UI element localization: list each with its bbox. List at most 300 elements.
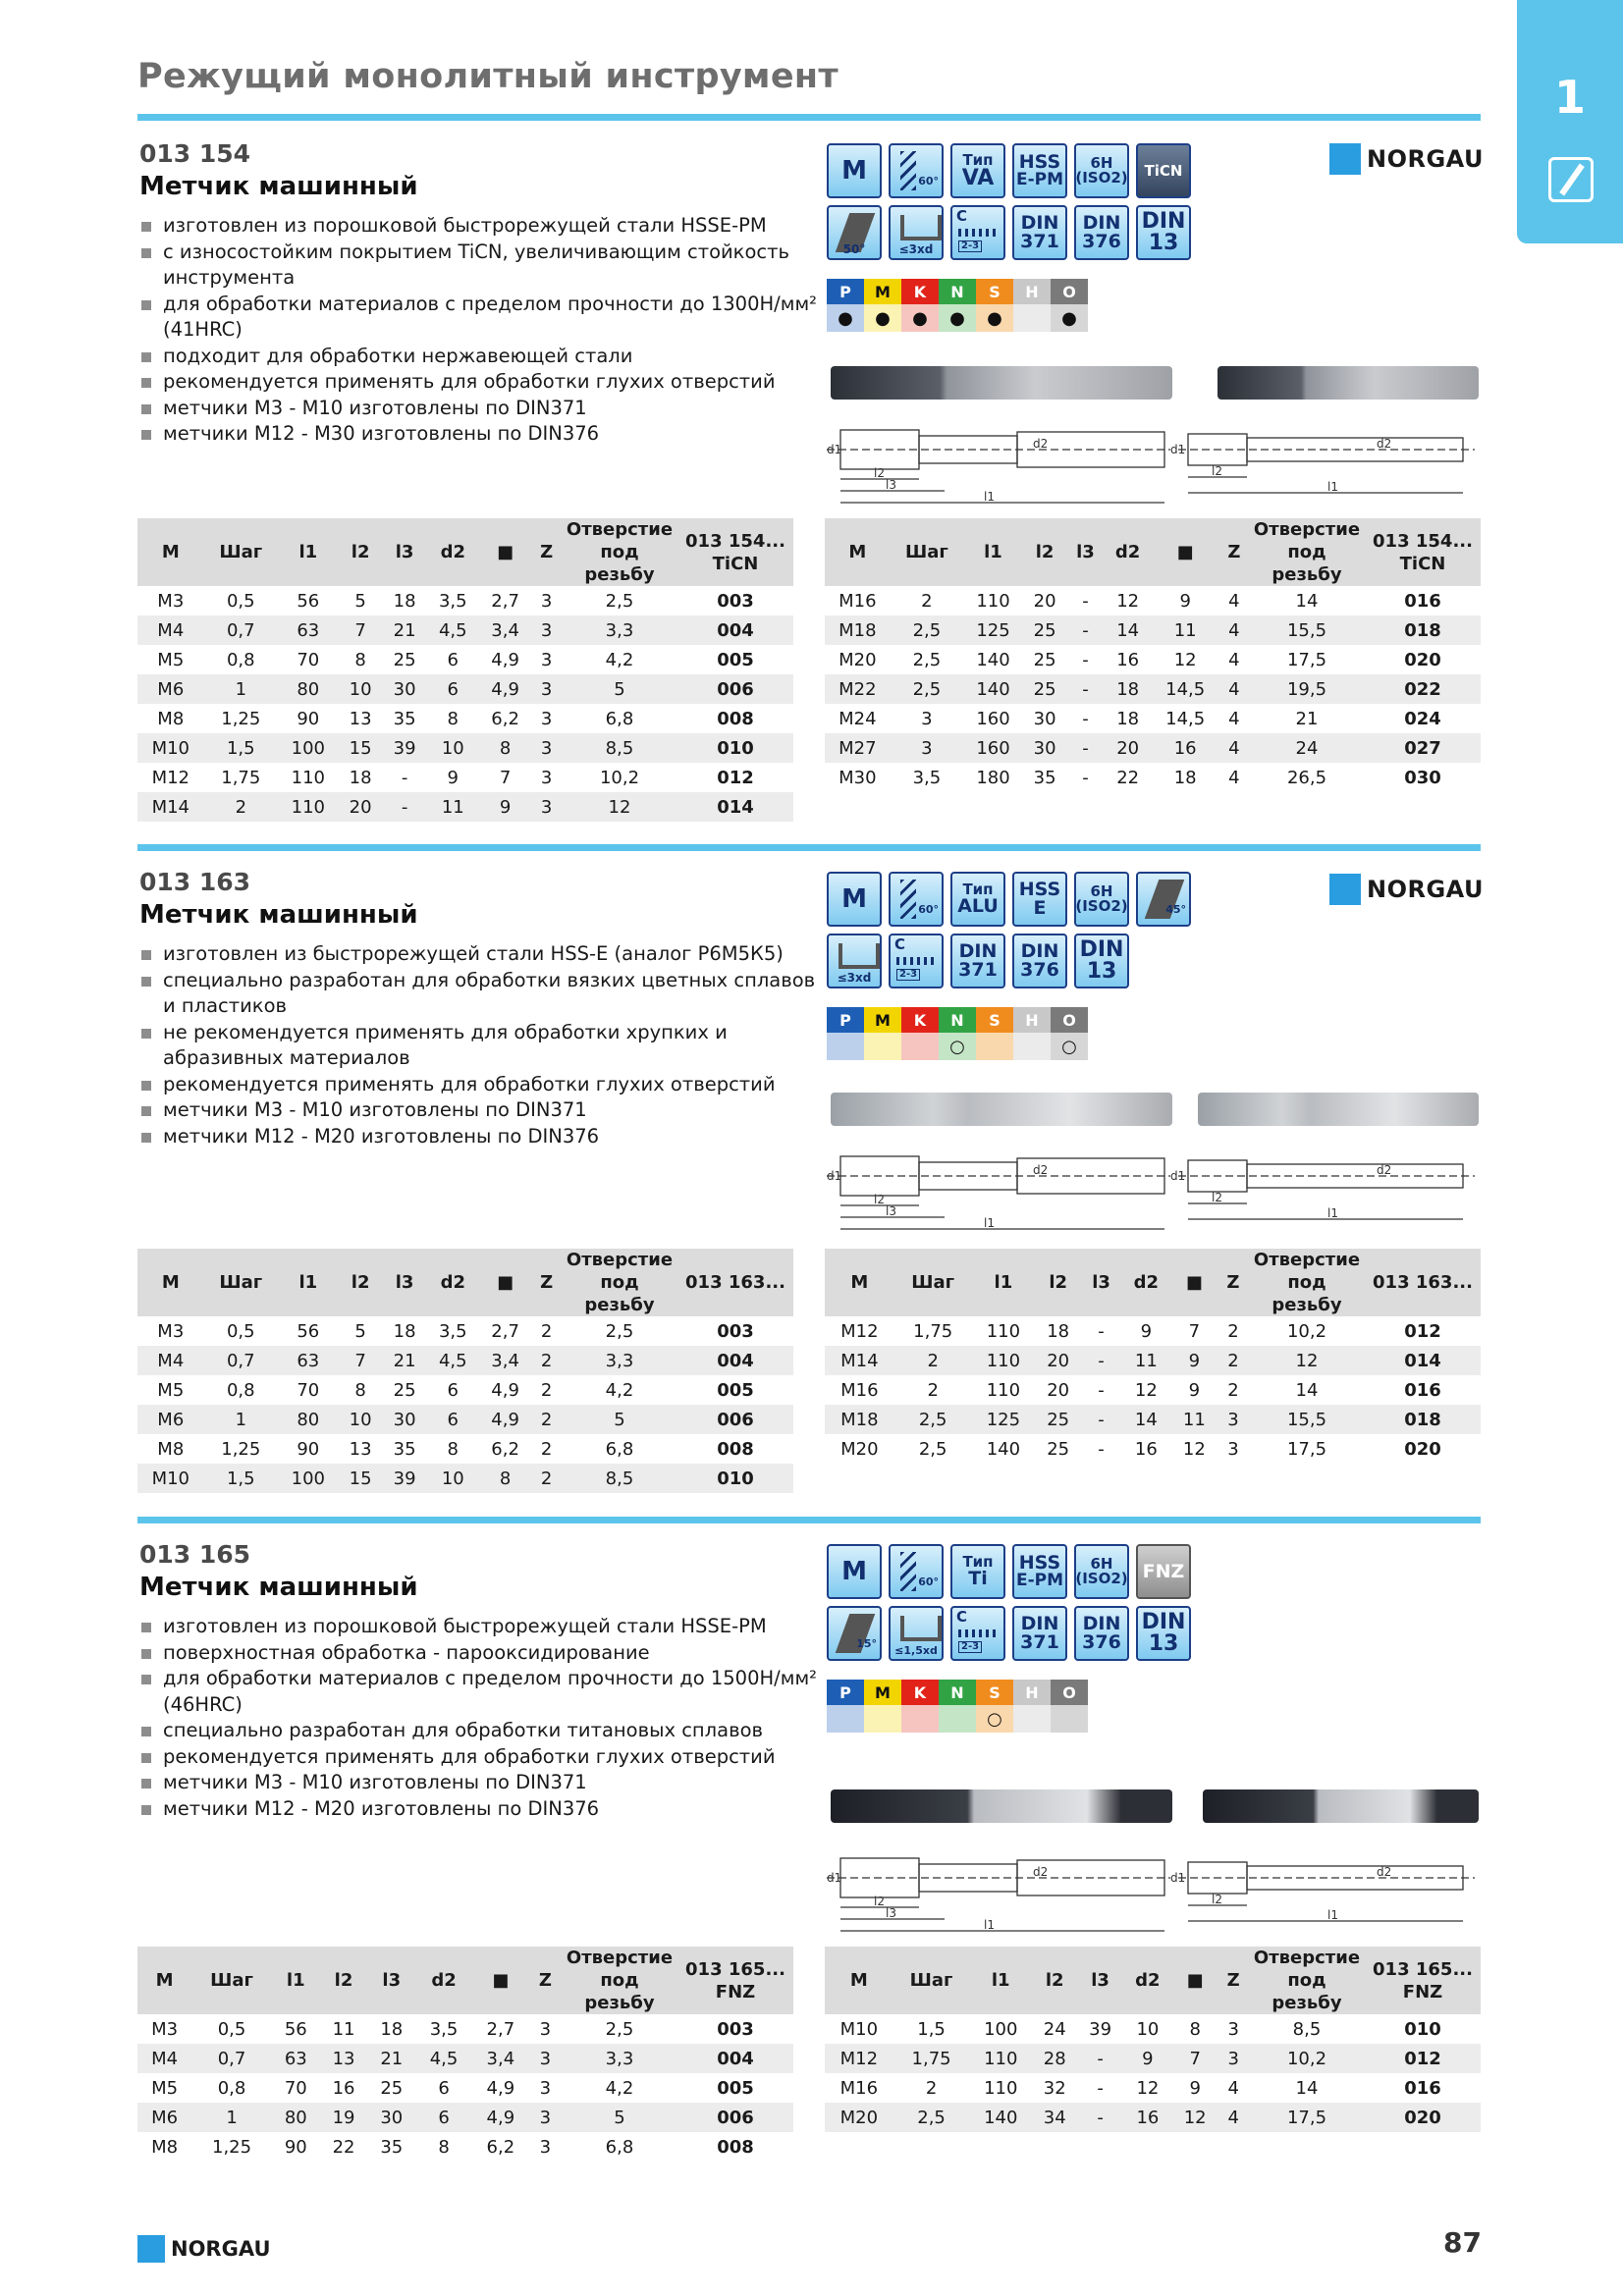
table-cell: 020 (1404, 1438, 1441, 1460)
table-cell: 3 (921, 708, 933, 729)
table-cell: 56 (297, 1320, 320, 1342)
table-row (137, 615, 793, 645)
column-header: Шаг (204, 1249, 278, 1316)
angle-60-icon: 60° (889, 143, 944, 198)
table-cell: 0,7 (204, 615, 278, 645)
column-header: 013 165... FNZ (677, 1947, 793, 2014)
column-header: 013 154... TiCN (1365, 518, 1481, 586)
din-13-icon: DIN 13 (1136, 205, 1191, 260)
table-cell: 2,5 (605, 1320, 634, 1342)
product-code: 013 163 (139, 868, 251, 896)
column-header: l1 (963, 518, 1023, 586)
svg-text:l1: l1 (1327, 480, 1338, 494)
feature-item: специально разработан для обработки титановых сплавов (139, 1718, 817, 1744)
table-cell: - (1082, 708, 1089, 729)
table-cell: 14 (1295, 1379, 1319, 1401)
feature-item: подходит для обработки нержавеющей стали (139, 344, 817, 370)
svg-text:l2: l2 (874, 1895, 885, 1908)
table-cell: M3 (157, 590, 185, 612)
table-cell: 7 (339, 1346, 383, 1375)
table-cell: M8 (151, 2136, 179, 2158)
table-cell: 1 (204, 1405, 278, 1434)
spec-table-right (825, 1947, 1481, 2132)
table-cell: 22 (1116, 767, 1140, 788)
column-header: l1 (972, 1249, 1036, 1316)
table-cell: - (401, 767, 408, 788)
table-cell: 6,8 (605, 708, 634, 729)
table-cell: 3,4 (479, 615, 531, 645)
table-cell: 18 (1047, 1320, 1070, 1342)
table-row (825, 1434, 1481, 1464)
table-cell: 3 (540, 590, 553, 612)
table-cell: 3 (891, 733, 963, 763)
table-cell: 30 (383, 674, 427, 704)
svg-text:l1: l1 (984, 1216, 995, 1230)
svg-text:d2: d2 (1377, 1163, 1392, 1177)
material-groups: P M K N S H O ○ ○ (827, 1007, 1088, 1060)
table-cell: 18 (393, 1320, 416, 1342)
table-cell: 4,2 (605, 2077, 634, 2099)
column-header: l3 (1081, 1249, 1121, 1316)
tap-drawing (827, 1141, 1485, 1239)
table-row (137, 2073, 793, 2103)
table-cell: M12 (840, 1320, 879, 1342)
table-cell: 8,5 (562, 733, 677, 763)
table-cell: 80 (278, 674, 339, 704)
column-header: d2 (427, 1249, 479, 1316)
table-cell: 1 (191, 2103, 272, 2132)
table-cell: 0,8 (226, 1379, 255, 1401)
table-cell: 0,7 (204, 1346, 278, 1375)
table-cell: 8 (479, 733, 531, 763)
chamfer-icon: C 2-3 (950, 205, 1005, 260)
table-cell: 24 (1249, 733, 1365, 763)
table-cell: M12 (825, 2044, 893, 2073)
table-cell: 15 (339, 733, 383, 763)
table-cell: 1,25 (221, 708, 261, 729)
din-13-icon: DIN 13 (1074, 934, 1129, 988)
feature-item: рекомендуется применять для обработки глухих отверстий (139, 1072, 817, 1098)
column-header: d2 (1123, 1947, 1172, 2014)
coating-fnz-icon: FNZ (1136, 1544, 1191, 1599)
table-row (137, 1346, 793, 1375)
table-cell: 4 (1219, 733, 1249, 763)
column-header: Шаг (891, 518, 963, 586)
table-cell: - (1082, 649, 1089, 670)
table-cell: 25 (1033, 649, 1056, 670)
column-header: Отверстие под резьбу (1249, 1249, 1365, 1316)
din-376-icon: DIN 376 (1074, 205, 1129, 260)
table-cell: 010 (677, 1464, 793, 1493)
table-cell: M10 (839, 2018, 879, 2040)
table-cell: M20 (840, 1438, 879, 1460)
table-row (137, 1464, 793, 1493)
table-row (825, 2044, 1481, 2073)
table-cell: 100 (984, 2018, 1018, 2040)
depth-3xd-icon: ≤3xd (889, 205, 944, 260)
table-cell: 17,5 (1286, 649, 1327, 670)
table-cell: 19,5 (1249, 674, 1365, 704)
tolerance-6h-icon: 6H (ISO2) (1074, 143, 1129, 198)
table-header-row (825, 1249, 1481, 1316)
column-header: Z (531, 518, 562, 586)
table-cell: M24 (839, 708, 877, 729)
table-cell: 14,5 (1165, 708, 1206, 729)
table-row (137, 674, 793, 704)
table-row (137, 645, 793, 674)
table-cell: 4,2 (605, 1379, 634, 1401)
table-cell: 1 (204, 674, 278, 704)
table-cell: 2 (540, 1320, 553, 1342)
table-cell: 6 (447, 649, 459, 670)
column-header: M (137, 518, 204, 586)
table-cell: 21 (367, 2044, 415, 2073)
table-cell: 35 (393, 708, 416, 729)
table-cell: 010 (677, 733, 793, 763)
table-cell: 016 (1404, 1379, 1441, 1401)
table-cell: 016 (1404, 2077, 1441, 2099)
table-cell: 2 (540, 1379, 553, 1401)
tap-photo (1198, 1093, 1479, 1126)
table-cell: 014 (1365, 1346, 1481, 1375)
column-header: l3 (1066, 518, 1104, 586)
table-cell: M16 (839, 2077, 879, 2099)
table-cell: 25 (1047, 1438, 1070, 1460)
column-header: l3 (383, 518, 427, 586)
feature-item: специально разработан для обработки вязких цветных сплавов и пластиков (139, 968, 817, 1020)
table-cell: M27 (825, 733, 891, 763)
spec-table-left (137, 518, 793, 822)
svg-text:d2: d2 (1377, 437, 1392, 451)
table-cell: 15 (339, 1464, 383, 1493)
table-cell: 018 (1365, 1405, 1481, 1434)
table-cell: 6 (427, 1405, 479, 1434)
table-cell: 2 (531, 1346, 562, 1375)
chapter-number: 1 (1553, 71, 1586, 124)
product-title: Метчик машинный (139, 1573, 418, 1602)
depth-1-5xd-icon: ≤1,5xd (889, 1606, 944, 1661)
table-cell: 160 (976, 708, 1010, 729)
table-row (137, 1405, 793, 1434)
table-cell: 4 (1219, 615, 1249, 645)
table-cell: 8 (1189, 2018, 1201, 2040)
table-cell: 90 (297, 1438, 320, 1460)
table-header-row (137, 1249, 793, 1316)
table-cell: 90 (284, 2136, 307, 2158)
column-header: 013 163... (1365, 1249, 1481, 1316)
din-13-icon: DIN 13 (1136, 1606, 1191, 1661)
table-cell: 2,5 (918, 1438, 947, 1460)
table-cell: 4,9 (486, 2077, 515, 2099)
table-cell: 3 (531, 733, 562, 763)
table-cell: 56 (297, 590, 320, 612)
table-cell: 9 (479, 792, 531, 822)
spec-table-right (825, 518, 1481, 792)
column-header: M (825, 518, 891, 586)
column-header: l3 (367, 1947, 415, 2014)
logo-square-icon (137, 2235, 165, 2263)
tap-photo (831, 366, 1172, 400)
feature-item: для обработки материалов с пределом прочности до 1300Н/мм² (41HRC) (139, 292, 817, 344)
table-cell: 14 (1105, 615, 1152, 645)
table-cell: 100 (278, 1464, 339, 1493)
column-header: l2 (339, 1249, 383, 1316)
table-row (137, 733, 793, 763)
column-header: d2 (1121, 1249, 1171, 1316)
table-cell: 140 (969, 2103, 1032, 2132)
table-cell: 1,5 (204, 1464, 278, 1493)
column-header: Z (531, 1249, 562, 1316)
table-cell: M14 (137, 792, 204, 822)
page-title: Режущий монолитный инструмент (137, 57, 839, 96)
table-cell: 2,5 (894, 1405, 972, 1434)
column-header: ■ (479, 518, 531, 586)
property-icons (827, 1544, 1191, 1668)
coating-ticn-icon: TiCN (1136, 143, 1191, 198)
table-cell: 3 (531, 674, 562, 704)
table-cell: 110 (976, 590, 1010, 612)
table-row (137, 2044, 793, 2073)
table-cell: - (383, 792, 427, 822)
table-cell: 020 (1365, 2103, 1481, 2132)
table-cell: 3 (531, 792, 562, 822)
column-header: ■ (479, 1249, 531, 1316)
table-cell: - (1066, 674, 1104, 704)
feature-list (139, 213, 817, 448)
table-cell: M8 (157, 708, 185, 729)
table-cell: 39 (383, 733, 427, 763)
hsse-pm-icon: HSS E-PM (1012, 143, 1067, 198)
table-cell: 2,5 (605, 2018, 634, 2040)
table-cell: 9 (1188, 1379, 1201, 1401)
table-cell: 2 (531, 1464, 562, 1493)
material-groups: P M K N S H O ● ● ● ● ● ● (827, 279, 1088, 332)
column-header: Z (529, 1947, 562, 2014)
property-icons (827, 872, 1191, 995)
table-cell: 12 (1136, 2077, 1160, 2099)
table-cell: 5 (562, 2103, 677, 2132)
table-cell: 6 (438, 2077, 450, 2099)
table-cell: 18 (1173, 767, 1197, 788)
table-cell: 2,7 (491, 1320, 519, 1342)
table-cell: M6 (137, 1405, 204, 1434)
hss-e-icon: HSS E (1012, 872, 1067, 927)
svg-text:l3: l3 (886, 478, 896, 492)
column-header: l2 (1035, 1249, 1081, 1316)
table-cell: 14 (1121, 1405, 1171, 1434)
table-cell: 18 (349, 767, 372, 788)
table-cell: - (1098, 1320, 1105, 1342)
table-cell: 3 (539, 2018, 552, 2040)
table-cell: 3 (1227, 2018, 1239, 2040)
table-cell: 26,5 (1286, 767, 1327, 788)
table-cell: 16 (1152, 733, 1219, 763)
svg-text:l2: l2 (1212, 1191, 1222, 1204)
table-cell: M8 (157, 1438, 185, 1460)
helix-15-icon: 15° (827, 1606, 882, 1661)
table-cell: 15,5 (1249, 615, 1365, 645)
table-cell: 20 (1105, 733, 1152, 763)
column-header: ■ (1171, 1249, 1217, 1316)
table-cell: 1,5 (204, 733, 278, 763)
table-cell: 4,9 (479, 1405, 531, 1434)
column-header: d2 (1105, 518, 1152, 586)
table-cell: 25 (393, 1379, 416, 1401)
table-cell: 2,5 (893, 2103, 970, 2132)
din-371-icon: DIN 371 (950, 934, 1005, 988)
table-cell: - (1082, 767, 1089, 788)
table-cell: 70 (297, 649, 320, 670)
table-cell: 3 (540, 708, 553, 729)
table-cell: 12 (1249, 1346, 1365, 1375)
table-cell: 6,2 (486, 2136, 515, 2158)
table-cell: 18 (1105, 674, 1152, 704)
table-row (137, 763, 793, 792)
table-cell: 4,9 (472, 2103, 529, 2132)
table-cell: 014 (677, 792, 793, 822)
table-row (137, 792, 793, 822)
thread-m-icon: M (827, 143, 882, 198)
column-header: ■ (1152, 518, 1219, 586)
table-cell: 20 (1035, 1346, 1081, 1375)
table-cell: 63 (272, 2044, 320, 2073)
table-cell: 11 (427, 792, 479, 822)
table-row (825, 615, 1481, 645)
table-cell: 110 (278, 792, 339, 822)
svg-text:d1: d1 (1170, 443, 1186, 456)
table-cell: 008 (717, 708, 754, 729)
product-code: 013 165 (139, 1540, 251, 1569)
table-cell: - (1098, 1379, 1105, 1401)
spec-table-right (825, 1249, 1481, 1464)
table-cell: 30 (367, 2103, 415, 2132)
page-number: 87 (1443, 2226, 1482, 2259)
section-rule (137, 844, 1481, 851)
table-cell: 90 (297, 708, 320, 729)
table-cell: 3,3 (562, 615, 677, 645)
helix-45-icon: 45° (1136, 872, 1191, 927)
tap-photo (1203, 1789, 1479, 1823)
table-cell: 2 (531, 1405, 562, 1434)
table-cell: 7 (499, 767, 512, 788)
svg-text:d1: d1 (827, 443, 842, 456)
table-cell: 7 (1172, 2044, 1217, 2073)
svg-text:d2: d2 (1033, 1163, 1049, 1177)
table-cell: 8,5 (1292, 2018, 1322, 2040)
table-cell: 1,75 (221, 767, 261, 788)
logo-square-icon (1329, 143, 1361, 175)
table-cell: 3 (531, 615, 562, 645)
table-cell: 24 (1043, 2018, 1066, 2040)
table-cell: 17,5 (1249, 2103, 1365, 2132)
table-cell: 5 (562, 1405, 677, 1434)
depth-3xd-icon: ≤3xd (827, 934, 882, 988)
din-371-icon: DIN 371 (1012, 205, 1067, 260)
svg-text:l1: l1 (1327, 1908, 1338, 1922)
table-row (137, 1375, 793, 1405)
table-cell: 39 (383, 1464, 427, 1493)
table-cell: 14 (1295, 2077, 1319, 2099)
column-header: Отверстие под резьбу (1249, 1947, 1365, 2014)
column-header: Отверстие под резьбу (562, 1249, 677, 1316)
feature-item: с износостойким покрытием TiCN, увеличивающим стойкость инструмента (139, 240, 817, 292)
din-376-icon: DIN 376 (1074, 1606, 1129, 1661)
table-cell: 30 (383, 1405, 427, 1434)
table-cell: M16 (840, 1379, 879, 1401)
table-cell: 21 (1295, 708, 1319, 729)
table-row (825, 1405, 1481, 1434)
table-cell: M6 (137, 2103, 191, 2132)
column-header: l2 (339, 518, 383, 586)
table-cell: 35 (380, 2136, 404, 2158)
table-cell: 20 (1033, 590, 1056, 612)
table-cell: 3 (1227, 1438, 1239, 1460)
table-cell: 4,9 (491, 1379, 519, 1401)
tolerance-6h-icon: 6H (ISO2) (1074, 1544, 1129, 1599)
table-cell: 17,5 (1286, 1438, 1327, 1460)
table-cell: 2,5 (912, 649, 942, 670)
table-cell: 6,2 (491, 708, 519, 729)
table-cell: 16 (1134, 1438, 1158, 1460)
table-cell: 180 (976, 767, 1010, 788)
product-code: 013 154 (139, 139, 251, 168)
svg-text:d2: d2 (1033, 437, 1049, 451)
column-header: l3 (1077, 1947, 1122, 2014)
table-cell: M12 (151, 767, 190, 788)
table-header-row (825, 518, 1481, 586)
table-cell: 3 (539, 2136, 552, 2158)
table-cell: 3 (1217, 1405, 1249, 1434)
table-cell: M4 (137, 1346, 204, 1375)
column-header: Шаг (894, 1249, 972, 1316)
table-cell: 2 (1217, 1346, 1249, 1375)
table-cell: 12 (1182, 1438, 1206, 1460)
column-header: M (825, 1249, 894, 1316)
table-cell: 12 (1134, 1379, 1158, 1401)
table-cell: 14,5 (1152, 674, 1219, 704)
table-cell: 63 (278, 1346, 339, 1375)
table-cell: 32 (1043, 2077, 1066, 2099)
table-cell: 25 (1023, 674, 1066, 704)
table-cell: 80 (272, 2103, 320, 2132)
type-ti-icon: Тип Ti (950, 1544, 1005, 1599)
brand-logo: NORGAU (1329, 872, 1484, 907)
table-cell: 004 (677, 2044, 793, 2073)
table-cell: 2,5 (891, 615, 963, 645)
table-cell: 6 (447, 1379, 459, 1401)
table-cell: 4 (1228, 708, 1240, 729)
table-cell: 008 (717, 1438, 754, 1460)
tolerance-6h-icon: 6H (ISO2) (1074, 872, 1129, 927)
brand-logo: NORGAU (1329, 141, 1484, 177)
table-cell: 140 (976, 649, 1010, 670)
table-cell: 8 (479, 1464, 531, 1493)
table-cell: 110 (969, 2044, 1032, 2073)
spec-table-left (137, 1947, 793, 2162)
table-cell: 11 (1171, 1405, 1217, 1434)
chapter-tab[interactable] (1517, 0, 1623, 243)
column-header: l1 (969, 1947, 1032, 2014)
property-icons (827, 143, 1191, 267)
table-cell: 4,5 (427, 615, 479, 645)
table-cell: - (1081, 1346, 1121, 1375)
table-row (137, 2103, 793, 2132)
feature-item: изготовлен из порошковой быстрорежущей стали HSSE-PM (139, 213, 817, 240)
table-cell: 020 (1404, 649, 1441, 670)
table-cell: M6 (137, 674, 204, 704)
svg-text:d2: d2 (1033, 1865, 1049, 1879)
table-cell: 110 (291, 767, 325, 788)
